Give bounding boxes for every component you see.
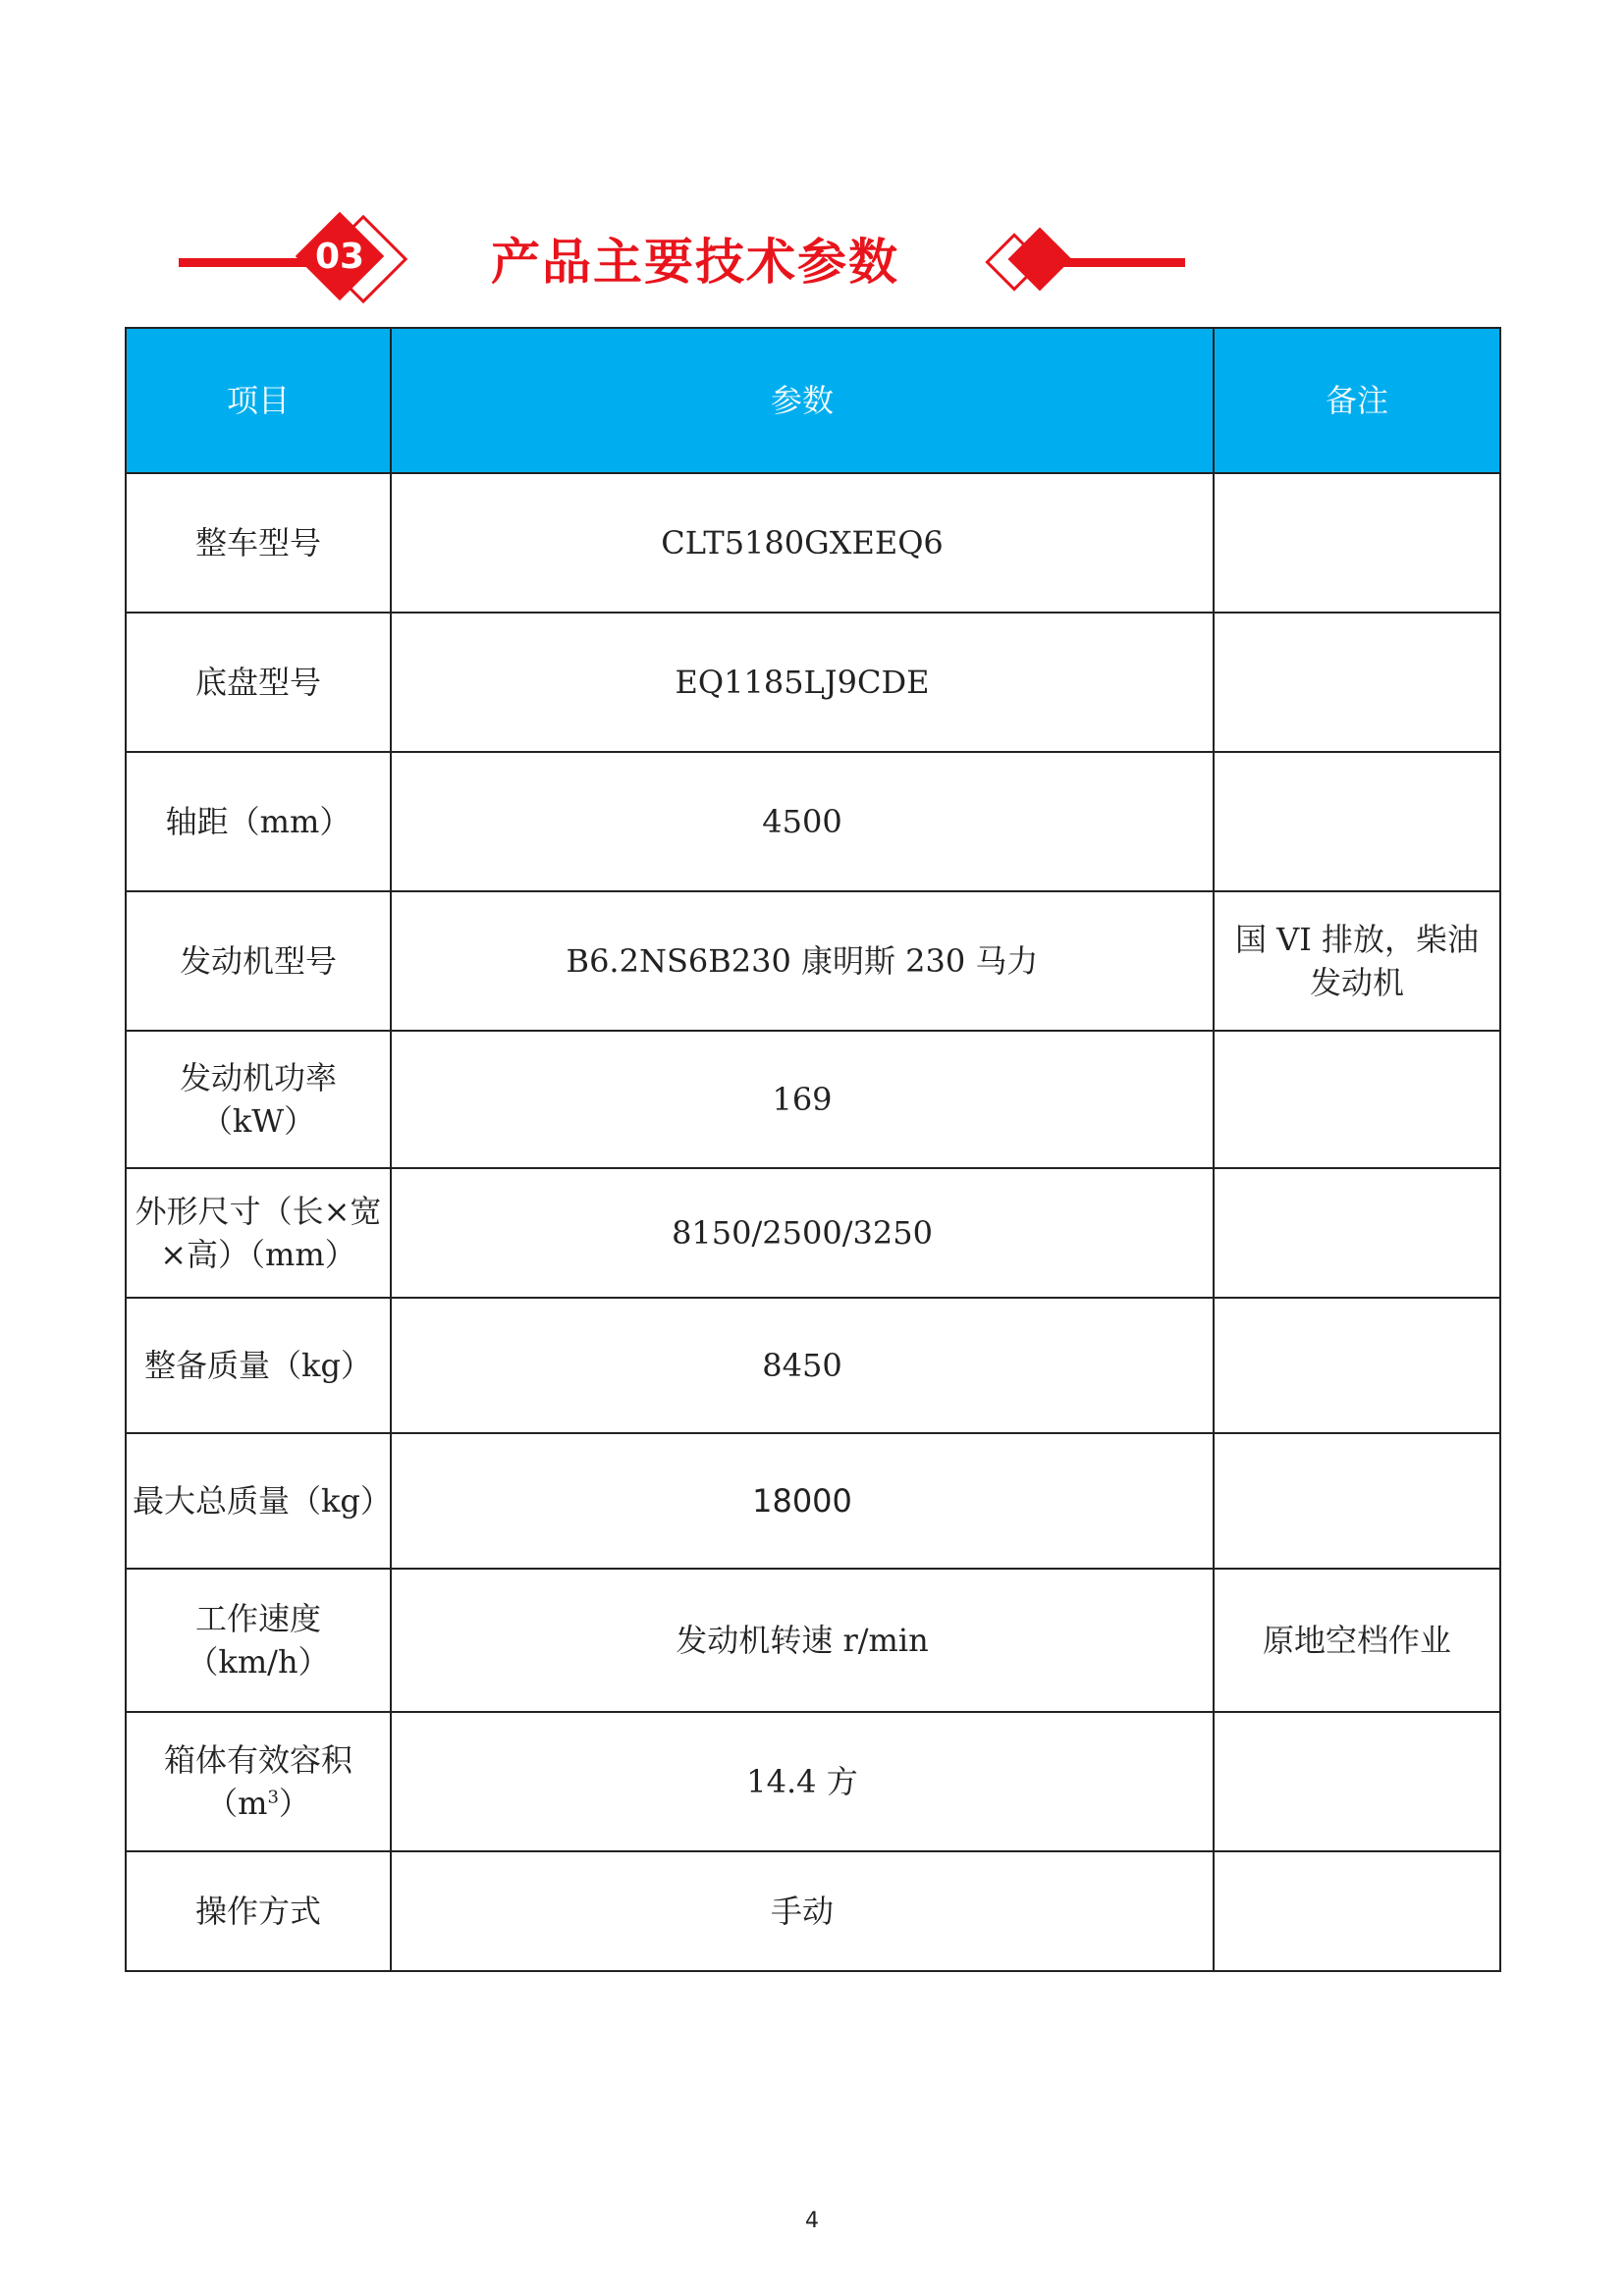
cell-note — [1214, 752, 1500, 891]
table-row — [126, 1298, 1500, 1433]
cell-note — [1214, 1031, 1500, 1168]
cell-item: 发动机型号 — [126, 891, 391, 1031]
cell-item: 最大总质量（kg） — [126, 1433, 391, 1569]
cell-note — [1214, 473, 1500, 613]
cell-note — [1214, 1298, 1500, 1433]
cell-item-prefix: 箱体有效容积（m — [163, 1741, 352, 1822]
header-param: 参数 — [391, 328, 1214, 473]
table-row — [126, 1569, 1500, 1712]
table-row — [126, 1168, 1500, 1298]
cell-item: 工作速度（km/h） — [126, 1569, 391, 1712]
section-title: 产品主要技术参数 — [491, 234, 899, 291]
cell-note — [1214, 1851, 1500, 1971]
cell-note: 原地空档作业 — [1214, 1569, 1500, 1712]
cell-item: 操作方式 — [126, 1851, 391, 1971]
cell-note — [1214, 613, 1500, 752]
table-row — [126, 1433, 1500, 1569]
table-row — [126, 752, 1500, 891]
cell-item: 发动机功率（kW） — [126, 1031, 391, 1168]
cell-param: 169 — [391, 1031, 1214, 1168]
cell-item: 整车型号 — [126, 473, 391, 613]
section-number-badge — [295, 218, 412, 308]
cell-param: 发动机转速 r/min — [391, 1569, 1214, 1712]
right-decor-line — [1053, 258, 1185, 267]
cell-param: 手动 — [391, 1851, 1214, 1971]
cell-param: 8450 — [391, 1298, 1214, 1433]
cell-item: 整备质量（kg） — [126, 1298, 391, 1433]
table-row — [126, 1712, 1500, 1851]
cell-param: 4500 — [391, 752, 1214, 891]
cell-param: 14.4 方 — [391, 1712, 1214, 1851]
cell-item — [126, 1712, 391, 1851]
cell-item: 外形尺寸（长×宽×高）（mm） — [126, 1168, 391, 1298]
cell-param: B6.2NS6B230 康明斯 230 马力 — [391, 891, 1214, 1031]
cell-item-superscript: 3 — [267, 1787, 279, 1808]
header-item: 项目 — [126, 328, 391, 473]
table-row — [126, 1851, 1500, 1971]
cell-param: EQ1185LJ9CDE — [391, 613, 1214, 752]
cell-note — [1214, 1712, 1500, 1851]
cell-param: CLT5180GXEEQ6 — [391, 473, 1214, 613]
header-note: 备注 — [1214, 328, 1500, 473]
cell-param: 18000 — [391, 1433, 1214, 1569]
cell-note: 国 VI 排放，柴油发动机 — [1214, 891, 1500, 1031]
table-row — [126, 1031, 1500, 1168]
cell-note — [1214, 1433, 1500, 1569]
spec-table — [125, 327, 1501, 1972]
table-row — [126, 613, 1500, 752]
table-row — [126, 473, 1500, 613]
section-number: 03 — [314, 237, 365, 277]
cell-param: 8150/2500/3250 — [391, 1168, 1214, 1298]
table-header-row — [126, 328, 1500, 473]
page-number: 4 — [805, 2209, 819, 2233]
cell-note — [1214, 1168, 1500, 1298]
cell-item: 底盘型号 — [126, 613, 391, 752]
cell-item-suffix: ） — [278, 1785, 310, 1822]
cell-item: 轴距（mm） — [126, 752, 391, 891]
table-row — [126, 891, 1500, 1031]
